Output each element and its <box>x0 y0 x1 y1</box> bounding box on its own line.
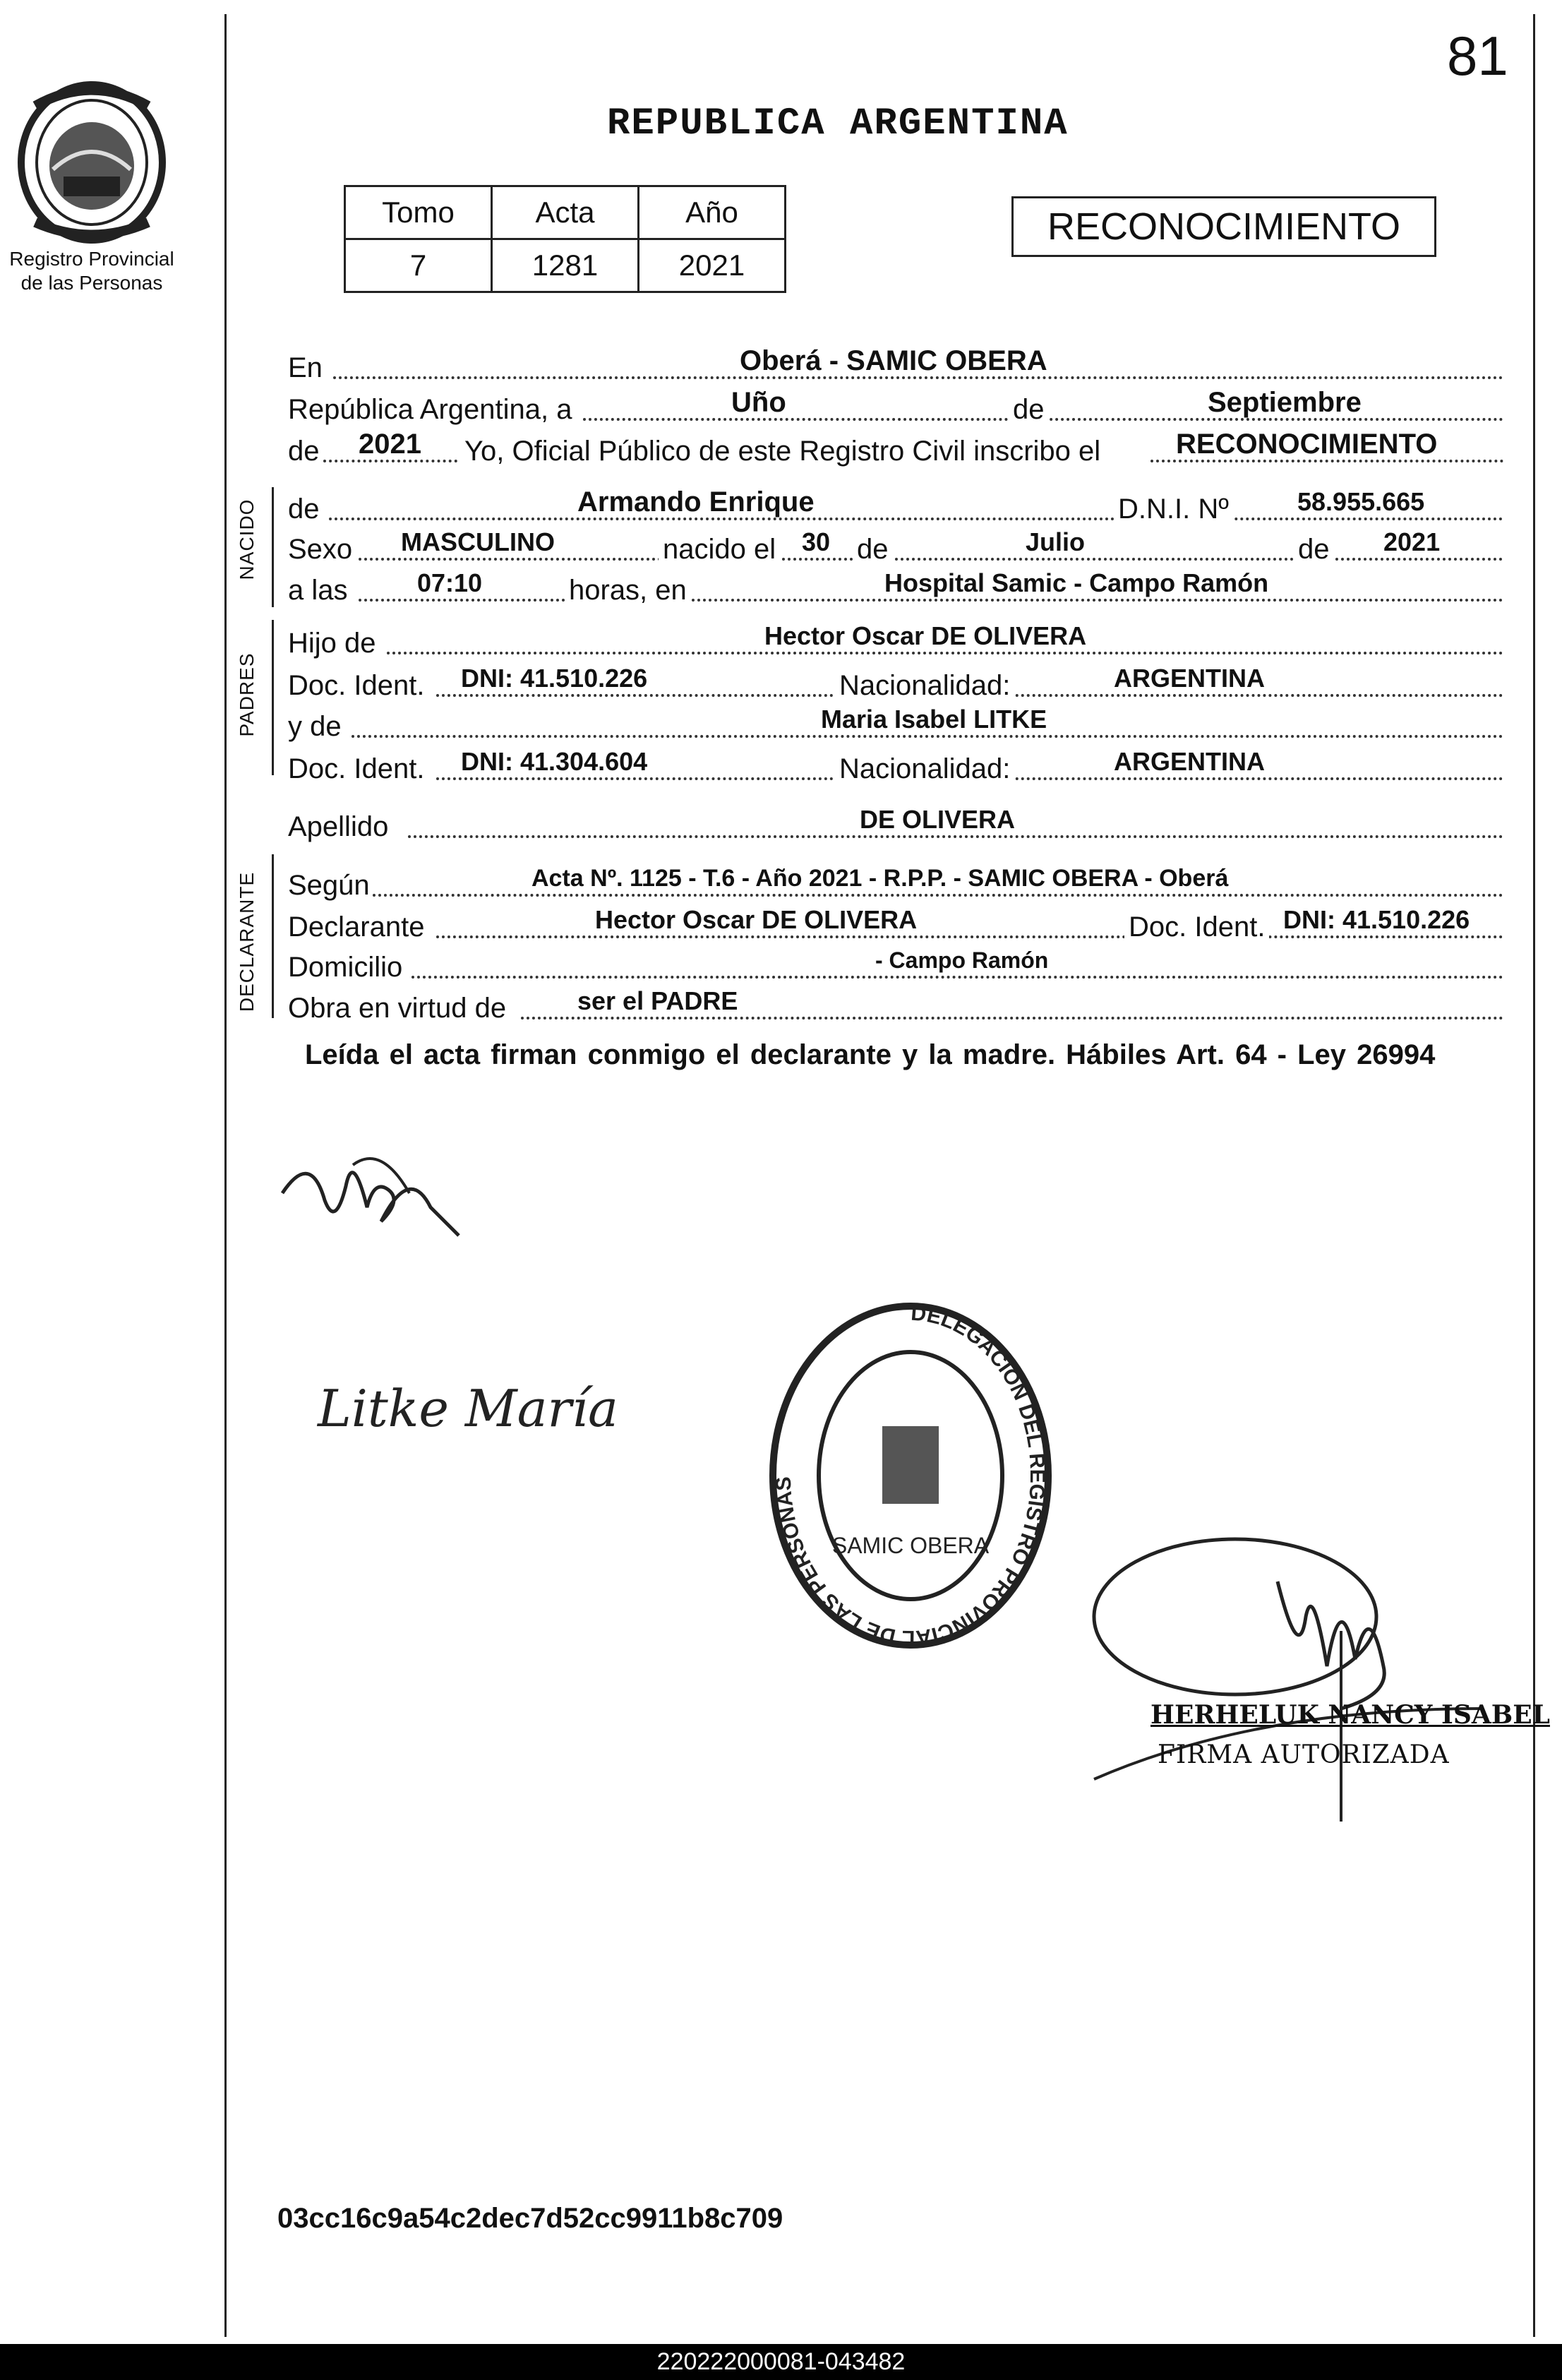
y-de-label: y de <box>288 711 342 742</box>
row-nacido-sexo <box>288 524 1503 563</box>
dotted-line <box>411 976 1503 979</box>
statement-text: Leída el acta firman conmigo el declarante y la madre. Hábiles Art. 64 - Ley 26994 <box>305 1039 1436 1070</box>
table-header-tomo: Tomo <box>345 186 492 239</box>
row-apellido <box>288 801 1503 841</box>
mother-doc-label: Doc. Ident. <box>288 753 425 784</box>
time-value: 07:10 <box>417 568 483 597</box>
table-header-acta: Acta <box>492 186 639 239</box>
table-header-ano: Año <box>639 186 786 239</box>
row-segun <box>288 860 1503 899</box>
row-father-doc <box>288 660 1503 700</box>
mother-handwriting <box>268 1363 635 1447</box>
segun-value: Acta Nº. 1125 - T.6 - Año 2021 - R.P.P. - SAMIC OBERA - Oberá <box>531 865 1229 892</box>
stamp-center-text: SAMIC OBERA <box>831 1533 990 1558</box>
declarante-doc-value: DNI: 41.510.226 <box>1283 905 1470 934</box>
dotted-line <box>333 376 1503 379</box>
declarante-doc-label: Doc. Ident. <box>1124 913 1269 941</box>
row-nacido-hora <box>288 565 1503 604</box>
apellido-label: Apellido <box>288 811 389 842</box>
de-label-2: de <box>853 535 893 563</box>
nacido-de-label: de <box>288 494 320 525</box>
apellido-value: DE OLIVERA <box>860 805 1016 834</box>
section-label-declarante: DECLARANTE <box>236 871 258 1012</box>
mother-handwriting-text: Litke María <box>318 1379 618 1438</box>
segun-label: Según <box>288 870 370 901</box>
birth-place-value: Hospital Samic - Campo Ramón <box>884 568 1269 597</box>
mother-nat-value: ARGENTINA <box>1114 747 1265 776</box>
dni-label: D.N.I. Nº <box>1114 495 1233 523</box>
dotted-line <box>521 1017 1503 1019</box>
section-bracket-padres <box>272 620 274 775</box>
section-label-nacido: NACIDO <box>236 498 258 580</box>
table-value-tomo: 7 <box>345 239 492 292</box>
row-en <box>288 342 1503 382</box>
dotted-line <box>329 518 1503 520</box>
birth-month-value: Julio <box>1026 527 1086 556</box>
row-inscribo <box>288 426 1503 465</box>
month-value: Septiembre <box>1208 387 1362 418</box>
father-name-value: Hector Oscar DE OLIVERA <box>764 621 1087 650</box>
father-doc-value: DNI: 41.510.226 <box>461 664 648 693</box>
birth-day-value: 30 <box>802 527 831 556</box>
dotted-line <box>436 935 1503 938</box>
father-doc-label: Doc. Ident. <box>288 670 425 701</box>
inscribo-label: Yo, Oficial Público de este Registro Civil inscribo el <box>464 436 1101 467</box>
nacido-name-value: Armando Enrique <box>577 486 815 518</box>
dotted-line <box>323 460 457 462</box>
table-value-ano: 2021 <box>639 239 786 292</box>
year-prefix-label: de <box>288 436 320 467</box>
year-value: 2021 <box>359 429 421 460</box>
dotted-line <box>373 894 1503 897</box>
declarante-label: Declarante <box>288 911 425 943</box>
nacido-el-label: nacido el <box>659 535 780 563</box>
row-y-de <box>288 701 1503 741</box>
row-hijo-de <box>288 618 1503 657</box>
dotted-line <box>352 735 1503 738</box>
inscribo-value: RECONOCIMIENTO <box>1176 429 1438 460</box>
republica-label: República Argentina, a <box>288 394 572 425</box>
birth-year-value: 2021 <box>1383 527 1441 556</box>
record-type-box: RECONOCIMIENTO <box>1011 196 1436 257</box>
stamp-ring-text: DELEGACIÓN DEL REGISTRO PROVINCIAL DE LAS PERSONAS <box>771 1301 1049 1650</box>
right-margin-rule <box>1533 14 1535 2337</box>
horas-label: horas, en <box>565 576 691 604</box>
declarante-name-value: Hector Oscar DE OLIVERA <box>595 905 918 934</box>
dotted-line <box>359 599 1503 602</box>
domicilio-label: Domicilio <box>288 952 403 983</box>
row-republica <box>288 384 1503 424</box>
hijo-de-label: Hijo de <box>288 628 376 659</box>
obra-label: Obra en virtud de <box>288 993 507 1024</box>
dotted-line <box>387 652 1503 654</box>
registry-table <box>344 185 786 293</box>
row-nacido-name <box>288 484 1503 523</box>
obra-value: ser el PADRE <box>577 986 738 1015</box>
logo-caption <box>0 247 184 295</box>
domicilio-value: - Campo Ramón <box>875 947 1049 973</box>
mother-nat-label: Nacionalidad: <box>835 755 1014 783</box>
page-number: 81 <box>1447 25 1508 87</box>
de-label-3: de <box>1294 535 1334 563</box>
official-signature <box>1073 1525 1510 1836</box>
mother-name-value: Maria Isabel LITKE <box>821 705 1047 734</box>
dni-value: 58.955.665 <box>1297 487 1425 516</box>
de-label: de <box>1010 395 1047 424</box>
father-nat-label: Nacionalidad: <box>835 671 1014 700</box>
sexo-value: MASCULINO <box>401 527 555 556</box>
row-obra <box>288 983 1503 1022</box>
father-nat-value: ARGENTINA <box>1114 664 1265 693</box>
row-declarante <box>288 902 1503 941</box>
sexo-label: Sexo <box>288 534 353 565</box>
logo-caption-line1: Registro Provincial <box>9 248 174 270</box>
document-title: REPUBLICA ARGENTINA <box>607 102 1069 145</box>
table-value-acta: 1281 <box>492 239 639 292</box>
official-name: HERHELUK NANCY ISABEL <box>1151 1700 1550 1730</box>
footer-id: 220222000081-043482 <box>656 2348 906 2375</box>
place-value: Oberá - SAMIC OBERA <box>740 345 1047 376</box>
section-bracket-declarante <box>272 854 274 1018</box>
logo-caption-line2: de las Personas <box>20 272 163 294</box>
left-margin-rule <box>224 14 227 2337</box>
a-las-label: a las <box>288 575 348 606</box>
section-bracket-nacido <box>272 487 274 607</box>
document-hash: 03cc16c9a54c2dec7d52cc9911b8c709 <box>277 2203 783 2234</box>
en-label: En <box>288 352 323 383</box>
mother-doc-value: DNI: 41.304.604 <box>461 747 648 776</box>
dotted-line <box>1151 460 1503 462</box>
official-stamp <box>762 1292 1059 1659</box>
declarant-signature <box>268 1123 501 1243</box>
province-seal-icon <box>14 78 169 244</box>
official-title: FIRMA AUTORIZADA <box>1158 1740 1450 1769</box>
row-mother-doc <box>288 743 1503 783</box>
day-value: Uño <box>731 387 786 418</box>
section-label-padres: PADRES <box>236 652 258 737</box>
dotted-line <box>408 835 1503 838</box>
row-domicilio <box>288 942 1503 981</box>
